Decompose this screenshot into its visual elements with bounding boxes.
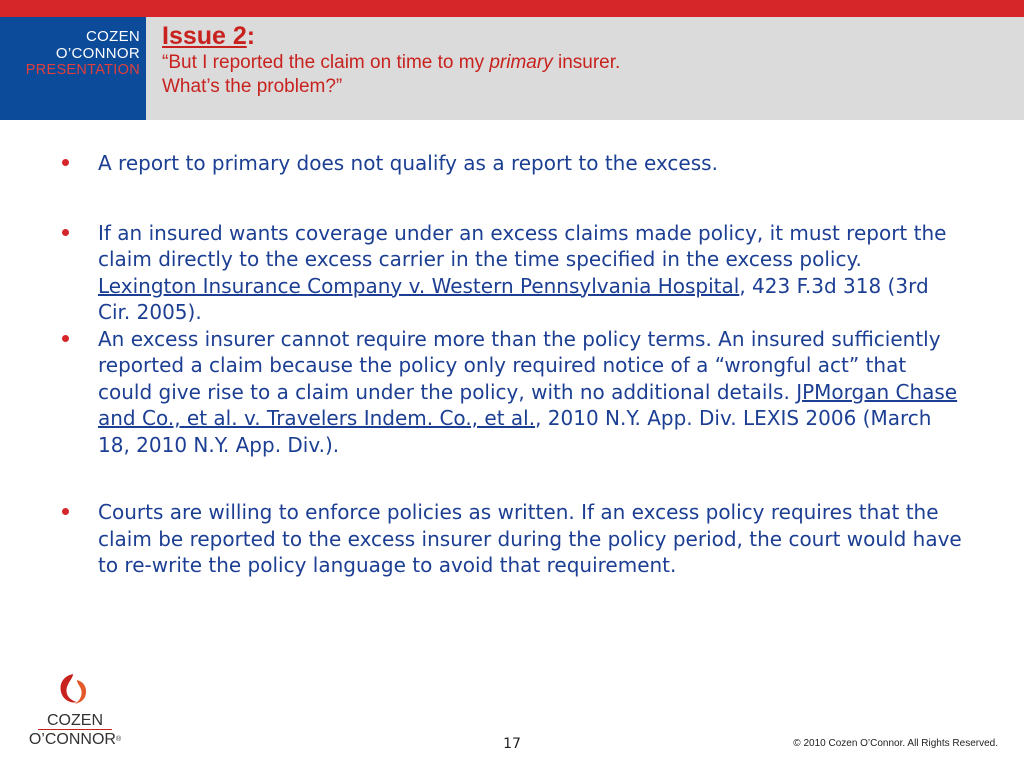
- bullet-item: [56, 499, 966, 579]
- subtitle-part-2: insurer.: [552, 52, 621, 73]
- bullet-text: A report to primary does not qualify as a report to the excess.: [98, 151, 718, 175]
- footer-logo-text: [24, 711, 126, 749]
- slide-header: [162, 22, 1002, 99]
- issue-label: Issue 2: [162, 22, 247, 50]
- bullet-dot-icon: [62, 159, 69, 166]
- citation-text: , 2010 N.Y. App. Div. LEXIS 2006 (March 18, 2010 N.Y. App. Div.).: [98, 406, 932, 457]
- slide-title: [162, 22, 1002, 51]
- bullet-text: An excess insurer cannot require more than the policy terms. An insured sufficiently reported a claim because the policy only required notice of a “wrongful act” that could give rise to a claim under the policy, with no additional details.: [98, 326, 941, 404]
- bullet-text: If an insured wants coverage under an excess claims made policy, it must report the claim directly to the excess carrier in the time specified in the excess policy.: [98, 220, 947, 271]
- cozen-swirl-icon: [57, 672, 89, 706]
- citation-text: , 423 F.3d 318 (3rd Cir. 2005).: [98, 273, 929, 324]
- footer-logo-line1: COZEN: [47, 712, 103, 729]
- footer-logo: [24, 672, 126, 752]
- bullet-item: [56, 150, 966, 177]
- bullet-text: Courts are willing to enforce policies as written. If an excess policy requires that the claim be reported to the excess insurer during the policy period, the court would have to re-write the policy language to avoid that requirement.: [98, 500, 962, 577]
- subtitle-part-1: “But I reported the claim on time to my: [162, 52, 490, 73]
- top-red-stripe: [0, 0, 1024, 17]
- bullet-list: [56, 150, 966, 579]
- bullet-dot-icon: [62, 508, 69, 515]
- brand-line-presentation: PRESENTATION: [25, 62, 140, 78]
- footer-logo-divider: [38, 729, 112, 730]
- issue-colon: :: [246, 22, 256, 50]
- slide-subtitle-line2: What’s the problem?”: [162, 76, 343, 97]
- subtitle-emphasis: primary: [489, 52, 553, 73]
- brand-wordmark: [10, 28, 140, 79]
- copyright-notice: © 2010 Cozen O’Connor. All Rights Reserved.: [793, 738, 998, 749]
- brand-line-oconnor: O’CONNOR: [55, 45, 140, 62]
- footer-logo-line2: [24, 730, 126, 749]
- case-citation-link[interactable]: JPMorgan Chase and Co., et al. v. Travelers Indem. Co., et al.: [98, 379, 958, 430]
- page-number: 17: [503, 736, 521, 752]
- bullet-item: [56, 220, 966, 326]
- bullet-dot-icon: [62, 335, 69, 342]
- footer-logo-oconnor: O’CONNOR: [28, 731, 116, 748]
- case-citation-link[interactable]: Lexington Insurance Company v. Western Pennsylvania Hospital: [98, 273, 740, 298]
- slide-subtitle: [162, 51, 1002, 75]
- bullet-dot-icon: [62, 229, 69, 236]
- brand-line-cozen: COZEN: [86, 28, 140, 45]
- registered-mark: ®: [115, 736, 122, 743]
- bullet-item: [56, 326, 966, 459]
